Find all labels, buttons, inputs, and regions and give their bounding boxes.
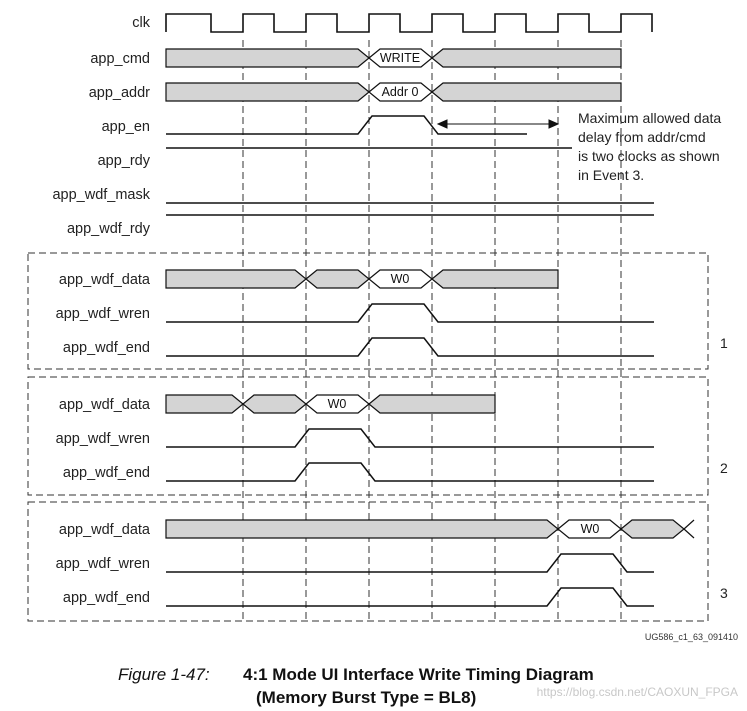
- watermark-text: https://blog.csdn.net/CAOXUN_FPGA: [536, 685, 738, 699]
- event-1-label-app-wdf-data: app_wdf_data: [58, 272, 150, 288]
- app-en-waveform: [166, 116, 527, 134]
- signal-label-app-cmd: app_cmd: [90, 51, 150, 67]
- event-3-app-wdf-end-waveform: [166, 588, 654, 606]
- figure-caption-prefix: Figure 1-47:: [118, 665, 210, 684]
- event-3-number: 3: [720, 585, 728, 601]
- figure-doc-id: UG586_c1_63_091410: [644, 632, 738, 642]
- figure-caption-title-line-1: 4:1 Mode UI Interface Write Timing Diagram: [243, 665, 594, 684]
- note-line-2: delay from addr/cmd: [578, 129, 706, 145]
- delay-note: [578, 110, 721, 183]
- signal-label-app-rdy: app_rdy: [97, 153, 150, 169]
- event-1-app-wdf-data-waveform: [166, 270, 558, 288]
- event-2-app-wdf-wren-waveform: [166, 429, 654, 447]
- event-3-app-wdf-data-waveform: [166, 520, 694, 538]
- signal-label-clk: clk: [132, 15, 150, 31]
- signal-label-app-addr: app_addr: [88, 85, 150, 101]
- signal-label-app-en: app_en: [101, 119, 150, 135]
- note-line-4: in Event 3.: [578, 167, 645, 183]
- event-2-label-app-wdf-wren: app_wdf_wren: [55, 431, 150, 447]
- event-1-app-wdf-wren-waveform: [166, 304, 654, 322]
- event-2-label-app-wdf-data: app_wdf_data: [58, 397, 150, 413]
- signal-label-app-wdf-rdy: app_wdf_rdy: [66, 221, 150, 237]
- event-2-app-wdf-end-waveform: [166, 463, 654, 481]
- figure-caption-title-line-2: (Memory Burst Type = BL8): [256, 688, 477, 707]
- event-3-label-app-wdf-wren: app_wdf_wren: [55, 556, 150, 572]
- note-line-3: is two clocks as shown: [578, 148, 720, 164]
- event-1-number: 1: [720, 335, 728, 351]
- event-2-number: 2: [720, 460, 728, 476]
- event-2-label-app-wdf-end: app_wdf_end: [62, 465, 150, 481]
- note-line-1: Maximum allowed data: [578, 110, 722, 126]
- event-3-label-app-wdf-end: app_wdf_end: [62, 590, 150, 606]
- app-cmd-value: WRITE: [379, 51, 421, 65]
- event-1-app-wdf-end-waveform: [166, 338, 654, 356]
- delay-arrow: [438, 120, 558, 128]
- signal-label-app-wdf-mask: app_wdf_mask: [52, 187, 150, 203]
- event-2-data-value: W0: [327, 397, 347, 411]
- event-3-label-app-wdf-data: app_wdf_data: [58, 522, 150, 538]
- event-3-app-wdf-wren-waveform: [166, 554, 654, 572]
- event-1-label-app-wdf-end: app_wdf_end: [62, 340, 150, 356]
- event-1-data-value: W0: [390, 272, 410, 286]
- app-addr-value: Addr 0: [381, 85, 419, 99]
- event-1-label-app-wdf-wren: app_wdf_wren: [55, 306, 150, 322]
- clk-waveform: [166, 14, 652, 32]
- event-3-data-value: W0: [580, 522, 600, 536]
